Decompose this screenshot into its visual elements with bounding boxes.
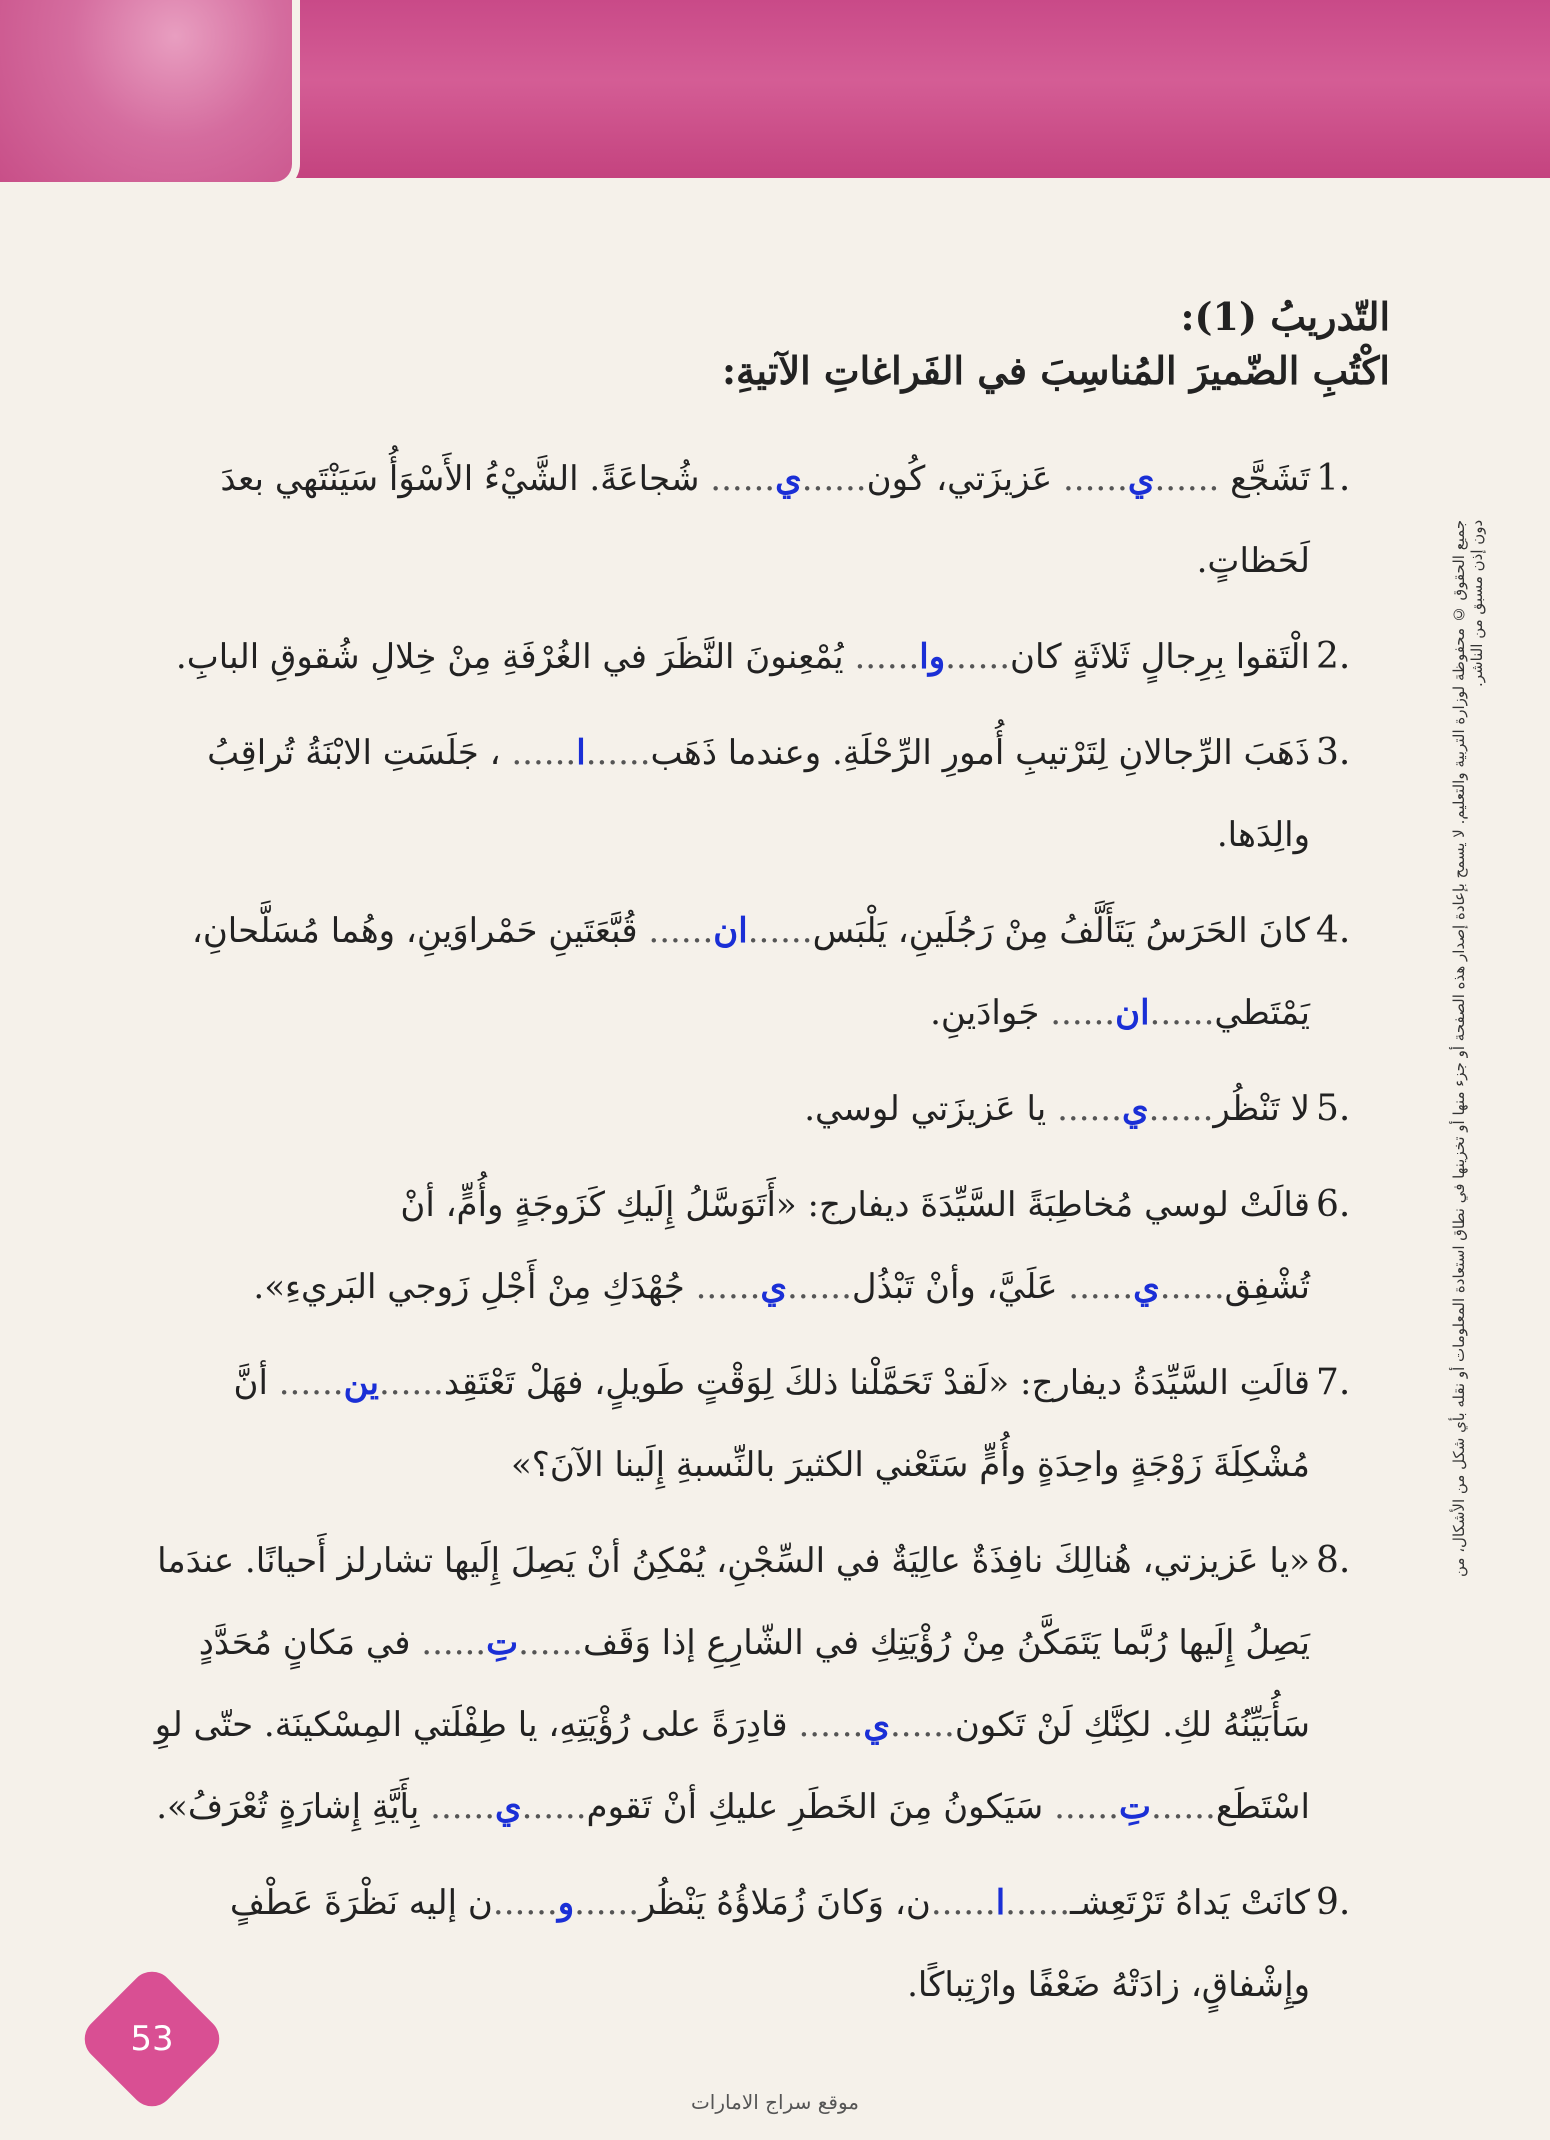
item-sentence (150, 1068, 1310, 1150)
answer-pronoun: ي (775, 459, 802, 499)
sentence-segment: ن إليه نَظْرَةَ عَطْفٍ وإِشْفاقٍ، زادَتْهُ ضَعْفًا وارْتِباكًا. (229, 1883, 1310, 2005)
blank-dots: ...... (1150, 1787, 1216, 1827)
blank-dots: ...... (1148, 1089, 1214, 1129)
exercise-item (150, 1164, 1390, 1328)
blank-dots: ...... (801, 459, 867, 499)
blank-dots: ...... (854, 637, 920, 677)
sentence-segment: سَيَكونُ مِنَ الخَطَرِ عليكِ أنْ تَقوم (586, 1787, 1055, 1827)
blank-dots: ...... (930, 1883, 996, 1923)
sentence-segment: عَلَيَّ، وأنْ تَبْذُل (851, 1267, 1069, 1307)
answer-pronoun: تِ (486, 1623, 519, 1663)
exercise-item (150, 438, 1390, 602)
item-number: 8. (1316, 1540, 1351, 1581)
blank-dots: ...... (889, 1705, 955, 1745)
item-number: 7. (1316, 1362, 1351, 1403)
sentence-segment: تَشَجَّع (1219, 459, 1310, 499)
blank-dots: ...... (430, 1787, 496, 1827)
item-sentence (150, 1342, 1310, 1506)
sentence-segment: جَوادَينِ. (930, 993, 1051, 1033)
blank-dots: ...... (1054, 1787, 1119, 1827)
sentence-segment: شُجاعَةً. الشَّيْءُ الأَسْوَأُ سَيَنْتَهي بعدَ لَحَظاتٍ. (220, 459, 1310, 581)
blank-dots: ...... (1159, 1267, 1225, 1307)
sentence-segment: «يا عَزيزتي، هُنالِكَ نافِذَةٌ عالِيَةٌ في السِّجْنِ، يُمْكِنُ أنْ يَصِلَ إِلَيها تشارلز أَحيانًا. عندَما يَصِلُ إِلَيها رُبَّما يَتَمَكَّنُ مِنْ رُؤْيَتِكِ في الشّارِعِ إذا وَقَف (157, 1541, 1310, 1663)
sentence-segment: ، جَلَسَتِ الابْنَةُ تُراقِبُ والِدَها. (207, 733, 1310, 855)
answer-pronoun: ي (495, 1787, 522, 1827)
item-number: 6. (1316, 1184, 1351, 1225)
blank-dots: ...... (1068, 1267, 1134, 1307)
sentence-segment: كانَ الحَرَسُ يَتَأَلَّفُ مِنْ رَجُلَينِ، يَلْبَس (812, 911, 1310, 951)
answer-pronoun: ي (760, 1267, 788, 1307)
blank-dots: ...... (710, 459, 776, 499)
sentence-segment: قُبَّعَتَينِ حَمْراوَينِ، وهُما مُسَلَّحانِ، يَمْتَطي (191, 911, 1310, 1033)
blank-dots: ...... (798, 1705, 864, 1745)
sentence-segment: الْتَقوا بِرِجالٍ ثَلاثَةٍ كان (1010, 637, 1310, 677)
sentence-segment: جُهْدَكِ مِنْ أَجْلِ زَوجي البَريءِ». (253, 1267, 696, 1307)
sentence-segment: يُمْعِنونَ النَّظَرَ في الغُرْفَةِ مِنْ خِلالِ شُقوقِ البابِ. (175, 637, 855, 677)
blank-dots: ...... (518, 1623, 583, 1663)
item-sentence (150, 712, 1310, 876)
item-number: 1. (1316, 458, 1351, 499)
answer-pronoun: ي (863, 1705, 890, 1745)
item-number: 2. (1316, 636, 1351, 677)
answer-pronoun: ان (713, 911, 748, 951)
sentence-segment: ذَهَبَ الرِّجالانِ لِتَرْتيبِ أُمورِ الرِّحْلَةِ. وعندما ذَهَب (650, 733, 1310, 773)
item-sentence (150, 890, 1310, 1054)
blank-dots: ...... (747, 911, 813, 951)
answer-pronoun: ا (995, 1883, 1006, 1923)
exercise-content (150, 290, 1390, 2040)
answer-pronoun: ي (1121, 1089, 1149, 1129)
blank-dots: ...... (787, 1267, 852, 1307)
answer-pronoun: ان (1115, 993, 1150, 1033)
exercise-item (150, 616, 1390, 698)
item-sentence (150, 1862, 1310, 2026)
exercise-instruction: اكْتُبِ الضّميرَ المُناسِبَ في الفَراغاتِ الآتيةِ: (722, 348, 1390, 393)
item-number: 3. (1316, 732, 1351, 773)
answer-pronoun: ا (576, 733, 586, 773)
copyright-note: جميع الحقوق © محفوظة لوزارة التربية والتعليم. لا يسمح بإعادة إصدار هذه الصفحة أو جزء منها أو تخزينها في نطاق استعادة المعلومات أو نقله بأي شكل من الأشكال، من دون إذن مسبق من الناشر. (1450, 520, 1486, 1578)
sentence-segment: ن، وَكانَ زُمَلاؤُهُ يَنْظُر (639, 1883, 931, 1923)
blank-dots: ...... (574, 1883, 640, 1923)
item-sentence (150, 438, 1310, 602)
sentence-segment: كانَتْ يَداهُ تَرْتَعِشـ (1070, 1883, 1310, 1923)
sentence-segment: بِأَيَّةِ إِشارَةٍ تُعْرَفُ». (156, 1787, 431, 1827)
answer-pronoun: و (557, 1883, 575, 1923)
exercise-item (150, 1520, 1390, 1848)
blank-dots: ...... (648, 911, 714, 951)
item-number: 4. (1316, 910, 1351, 951)
sentence-segment: في مَكانٍ مُحَدَّدٍ سَأُبَيِّنُهُ لكِ. لكِنَّكِ لَنْ تَكون (198, 1623, 1310, 1745)
blank-dots: ...... (378, 1363, 444, 1403)
blank-dots: ...... (421, 1623, 487, 1663)
answer-pronoun: تِ (1118, 1787, 1151, 1827)
item-sentence (150, 1520, 1310, 1848)
exercise-item (150, 1068, 1390, 1150)
sentence-segment: قالَتِ السَّيِّدَةُ ديفارج: «لَقدْ تَحَمَّلْنا ذلكَ لِوَقْتٍ طَويلٍ، فهَلْ تَعْتَقِد (443, 1363, 1310, 1403)
blank-dots: ...... (278, 1363, 344, 1403)
sentence-segment: عَزيزَتي، كُون (866, 459, 1063, 499)
blank-dots: ...... (1149, 993, 1215, 1033)
exercise-heading: التّدريبُ (1): (1180, 294, 1390, 339)
item-sentence (150, 616, 1310, 698)
exercise-item (150, 890, 1390, 1054)
sentence-segment: قالَتْ لوسي مُخاطِبَةً السَّيِّدَةَ ديفارج: «أَتَوَسَّلُ إِلَيكِ كَزَوجَةٍ وأُمٍّ، أنْ تُشْفِق (400, 1185, 1310, 1307)
exercise-item (150, 1342, 1390, 1506)
header-corner-tab (0, 0, 300, 190)
answer-pronoun: ي (1127, 459, 1155, 499)
blank-dots: ...... (945, 637, 1011, 677)
page-number: 53 (130, 2019, 174, 2059)
exercise-list (150, 438, 1390, 2026)
answer-pronoun: ي (1133, 1267, 1160, 1307)
exercise-item (150, 1862, 1390, 2026)
sentence-segment: قادِرَةً على رُؤْيَتِهِ، يا طِفْلَتي المِسْكينَة. حتّى لوِ اسْتَطَع (154, 1705, 1310, 1827)
sentence-segment: أنَّ مُشْكِلَةَ زَوْجَةٍ واحِدَةٍ وأُمٍّ سَتَعْني الكثيرَ بالنِّسبةِ إِلَينا الآنَ؟» (233, 1363, 1310, 1485)
blank-dots: ...... (1063, 459, 1128, 499)
blank-dots: ...... (511, 733, 577, 773)
item-sentence (150, 1164, 1310, 1328)
item-number: 5. (1316, 1088, 1351, 1129)
sentence-segment: يا عَزيزَتي لوسي. (804, 1089, 1058, 1129)
blank-dots: ...... (1154, 459, 1220, 499)
footer-site-name: موقع سراج الامارات (690, 2090, 860, 2114)
blank-dots: ...... (695, 1267, 761, 1307)
sentence-segment: لا تَنْظُر (1213, 1089, 1310, 1129)
blank-dots: ...... (585, 733, 651, 773)
answer-pronoun: ين (343, 1363, 379, 1403)
blank-dots: ...... (1057, 1089, 1122, 1129)
blank-dots: ...... (492, 1883, 558, 1923)
blank-dots: ...... (521, 1787, 587, 1827)
exercise-item (150, 712, 1390, 876)
blank-dots: ...... (1005, 1883, 1071, 1923)
blank-dots: ...... (1050, 993, 1116, 1033)
answer-pronoun: وا (919, 637, 946, 677)
item-number: 9. (1316, 1882, 1351, 1923)
